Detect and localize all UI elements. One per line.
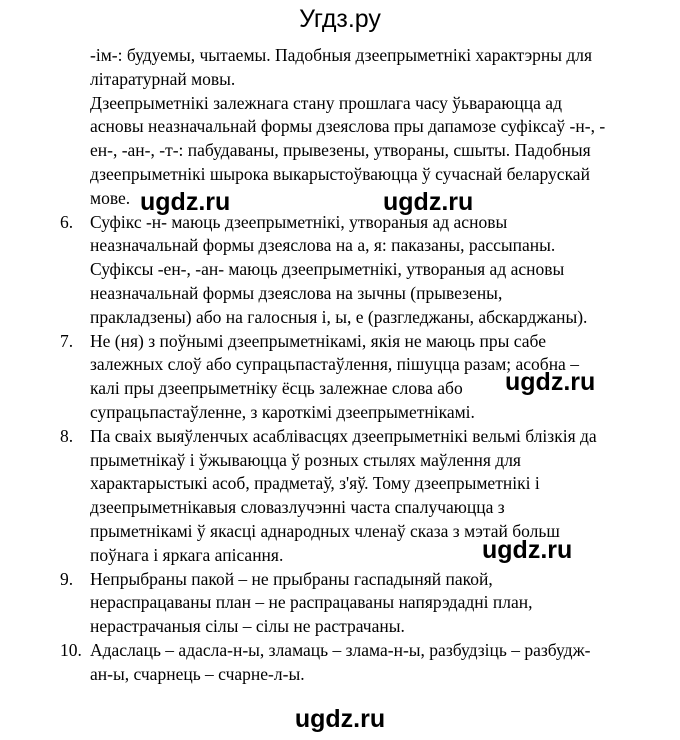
text-line: Суфіксы -ен-, -ан- маюць дзеепрыметнікі, утвораныя ад асновы	[90, 259, 565, 280]
watermark: ugdz.ru	[140, 188, 231, 216]
list-item-10	[60, 639, 660, 687]
item-number: 10.	[60, 639, 82, 660]
text-line: Не (ня) з поўнымі дзеепрыметнікамі, якія не маюць пры сабе	[90, 330, 546, 351]
text-line: прыметнікамі ў якасці аднародных членаў сказа з мэтай больш	[90, 520, 560, 541]
text-line: прыметнікаў і ўжываюцца ў розных стылях маўлення для	[90, 449, 521, 470]
item-number: 8.	[60, 425, 74, 446]
site-title: Угдз.ру	[299, 5, 381, 33]
text-line: мове.	[90, 187, 131, 208]
text-line: супрацьпастаўленне, з кароткімі дзеепрыметнікамі.	[90, 401, 475, 422]
item-number: 9.	[60, 568, 74, 589]
text-line: Непрыбраны пакой – не прыбраны гаспадыняй пакой,	[90, 568, 493, 589]
watermark: ugdz.ru	[482, 536, 573, 564]
text-line: неазначальнай формы дзеяслова на а, я: паказаны, рассыпаны.	[90, 235, 556, 256]
intro-paragraph	[90, 44, 660, 211]
text-line: характарыстыкі асоб, прадметаў, з'яў. Тому дзеепрыметнікі і	[90, 473, 540, 494]
text-line: Адаслаць – адасла-н-ы, зламаць – злама-н-ы, разбудзіць – разбудж-	[90, 639, 591, 660]
text-line: дзеепрыметнікі шырока выкарыстоўваюцца ў сучаснай беларускай	[90, 163, 590, 184]
watermark: ugdz.ru	[383, 188, 474, 216]
list-item-9	[60, 568, 660, 639]
text-line: -ім-: будуемы, чытаемы. Падобныя дзеепрыметнікі характэрны для	[90, 45, 593, 65]
list-item-6	[60, 211, 660, 330]
footer-watermark: ugdz.ru	[294, 705, 386, 733]
text-line: Суфікс -н- маюць дзеепрыметнікі, утвораныя ад асновы	[90, 211, 508, 232]
text-line: асновы неазначальнай формы дзеяслова пры дапамозе суфіксаў -н-, -	[90, 116, 606, 137]
text-line: ан-ы, счарнець – счарне-л-ы.	[90, 663, 305, 684]
document-body	[60, 44, 660, 687]
text-line: нераспрацаваны план – не распрацаваны напярэдадні план,	[90, 592, 533, 613]
text-line: поўнага і яркага апісання.	[90, 544, 284, 565]
text-line: ен-, -ан-, -т-: пабудаваны, прывезены, утвораны, сшыты. Падобныя	[90, 140, 591, 161]
item-number: 7.	[60, 330, 74, 351]
watermark: ugdz.ru	[505, 368, 596, 396]
text-line: дзеепрыметнікавыя словазлучэнні часта спалучаюцца з	[90, 497, 505, 518]
list-item-8	[60, 425, 660, 568]
text-line: пракладзены) або на галосныя і, ы, е (разгледжаны, абскарджаны).	[90, 306, 588, 327]
text-line: літаратурнай мовы.	[90, 68, 236, 89]
text-line: нерастрачаныя сілы – сілы не растрачаны.	[90, 616, 405, 637]
item-number: 6.	[60, 211, 74, 232]
text-line: неазначальнай формы дзеяслова на зычны (прывезены,	[90, 282, 503, 303]
text-line: Па сваіх выяўленчых асаблівасцях дзеепрыметнікі вельмі блізкія да	[90, 425, 597, 446]
text-line: залежных слоў або супрацьпастаўлення, пішуцца разам; асобна –	[90, 354, 579, 375]
text-line: Дзеепрыметнікі залежнага стану прошлага часу ўьвараюцца ад	[90, 92, 562, 113]
text-line: калі пры дзеепрыметніку ёсць залежнае слова або	[90, 378, 463, 399]
